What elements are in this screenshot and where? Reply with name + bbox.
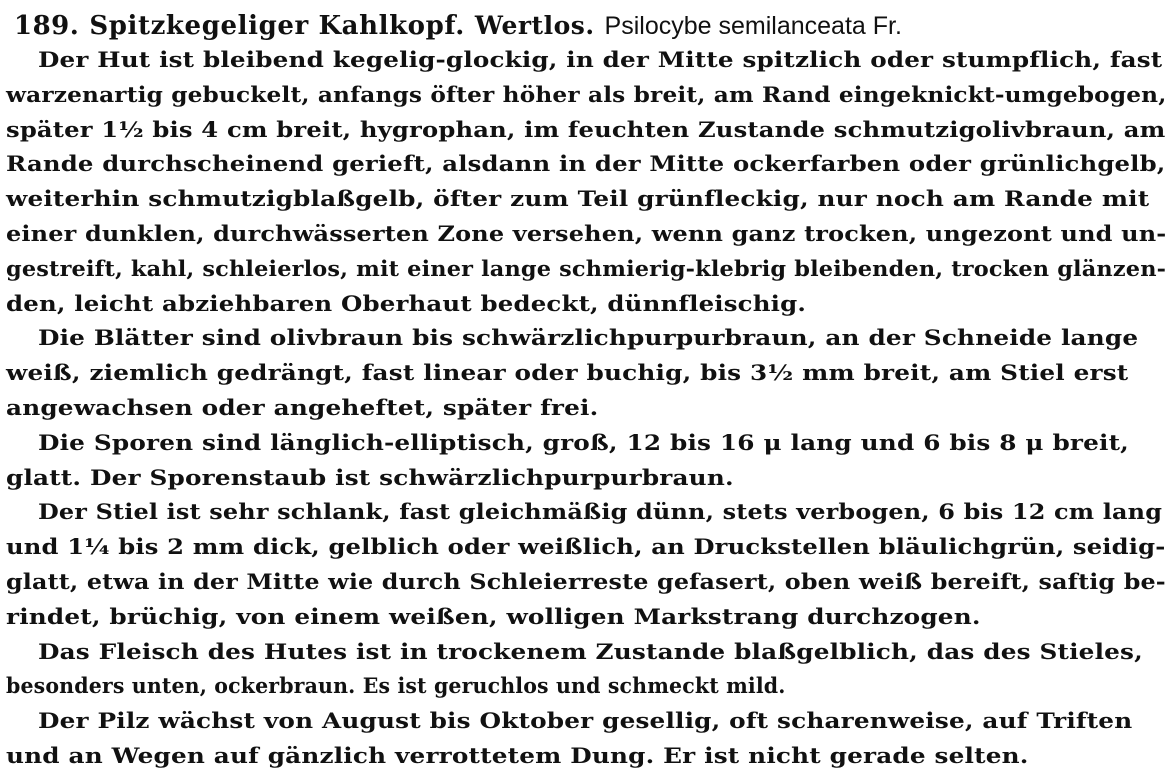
text-line: glatt, etwa in der Mitte wie durch Schleierreste gefasert, oben weiß bereift, saftig be- <box>6 570 1166 595</box>
text-line: später 1½ bis 4 cm breit, hygrophan, im feuchten Zustande schmutzigolivbraun, am <box>6 118 1166 143</box>
text-line: warzenartig gebuckelt, anfangs öfter höher als breit, am Rand eingeknickt-umgebogen, <box>6 83 1167 108</box>
entry-heading <box>14 7 1164 45</box>
text-line: glatt. Der Sporenstaub ist schwärzlichpurpurbraun. <box>6 466 734 491</box>
german-name: Spitzkegeliger Kahlkopf. <box>89 11 465 41</box>
edibility-note: Wertlos. <box>474 11 595 40</box>
text-line: und an Wegen auf gänzlich verrottetem Dung. Er ist nicht gerade selten. <box>6 744 1029 769</box>
text-line: Die Sporen sind länglich-elliptisch, groß, 12 bis 16 μ lang und 6 bis 8 μ breit, <box>38 431 1129 456</box>
text-line: Die Blätter sind olivbraun bis schwärzlichpurpurbraun, an der Schneide lange <box>38 326 1139 351</box>
text-line: weiß, ziemlich gedrängt, fast linear oder buchig, bis 3½ mm breit, am Stiel erst <box>6 361 1129 386</box>
text-line: Der Pilz wächst von August bis Oktober gesellig, oft scharenweise, auf Triften <box>38 709 1133 734</box>
text-line: rindet, brüchig, von einem weißen, wolligen Markstrang durchzogen. <box>6 605 981 630</box>
text-line: einer dunklen, durchwässerten Zone versehen, wenn ganz trocken, ungezont und un- <box>6 222 1167 247</box>
text-line: Der Stiel ist sehr schlank, fast gleichmäßig dünn, stets verbogen, 6 bis 12 cm lang <box>38 500 1163 525</box>
text-line: weiterhin schmutzigblaßgelb, öfter zum Teil grünfleckig, nur noch am Rande mit <box>6 187 1150 212</box>
text-line: Rande durchscheinend gerieft, alsdann in der Mitte ockerfarben oder grünlichgelb, <box>6 152 1166 177</box>
text-line: Der Hut ist bleibend kegelig-glockig, in der Mitte spitzlich oder stumpflich, fast <box>38 48 1163 73</box>
text-line: besonders unten, ockerbraun. Es ist geruchlos und schmeckt mild. <box>6 674 786 699</box>
text-line: angewachsen oder angeheftet, später frei. <box>6 396 599 421</box>
text-line: den, leicht abziehbaren Oberhaut bedeckt, dünnfleischig. <box>6 292 807 317</box>
text-line: gestreift, kahl, schleierlos, mit einer lange schmierig-klebrig bleibenden, trocken glänzen- <box>6 257 1167 282</box>
entry-number: 189. <box>14 11 80 41</box>
text-line: und 1¼ bis 2 mm dick, gelblich oder weißlich, an Druckstellen bläulichgrün, seidig- <box>6 535 1166 560</box>
latin-name: Psilocybe semilanceata Fr. <box>604 12 902 40</box>
text-line: Das Fleisch des Hutes ist in trockenem Zustande blaßgelblich, das des Stieles, <box>38 640 1143 665</box>
